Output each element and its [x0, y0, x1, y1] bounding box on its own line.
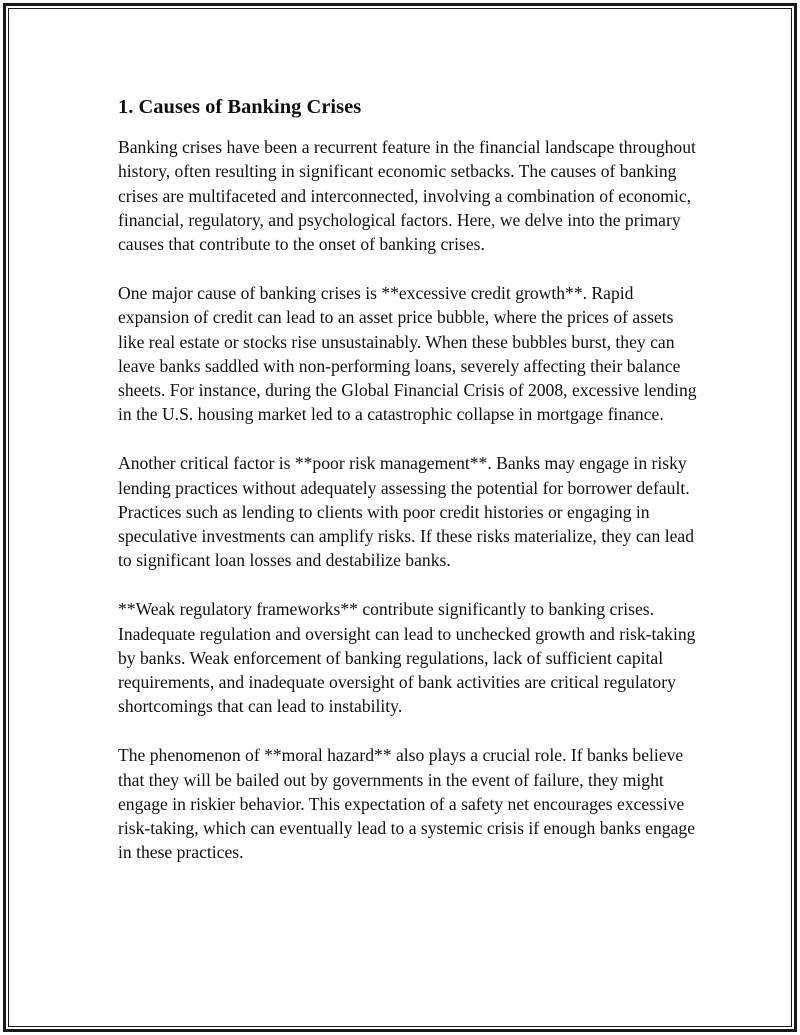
paragraph-risk-management: Another critical factor is **poor risk management**. Banks may engage in risky lending practices without adequately assessing the potential for borrower default. Practices such as lending to clients with poor credit histories or engaging in speculative investments can amplify risks. If these risks materialize, they can lead to significant loan losses and destabilize banks.	[118, 453, 694, 571]
paragraph-regulatory-frameworks: **Weak regulatory frameworks** contribute significantly to banking crises. Inadequate regulation and oversight can lead to unchecked growth and risk-taking by banks. Weak enforcement of banking regulations, lack of sufficient capital requirements, and inadequate oversight of bank activities are critical regulatory shortcomings that can lead to instability.	[118, 599, 696, 717]
paragraph-intro: Banking crises have been a recurrent feature in the financial landscape throughout history, often resulting in significant economic setbacks. The causes of banking crises are multifaceted and interconnected, involving a combination of economic, financial, regulatory, and psychological factors. Here, we delve into the primary causes that contribute to the onset of banking crises.	[118, 137, 696, 255]
paragraph-moral-hazard: The phenomenon of **moral hazard** also plays a crucial role. If banks believe that they will be bailed out by governments in the event of failure, they might engage in riskier behavior. This expectation of a safety net encourages excessive risk-taking, which can eventually lead to a systemic crisis if enough banks engage in these practices.	[118, 745, 696, 863]
paragraph-credit-growth: One major cause of banking crises is **excessive credit growth**. Rapid expansion of credit can lead to an asset price bubble, where the prices of assets like real estate or stocks rise unsustainably. When these bubbles burst, they can leave banks saddled with non-performing loans, severely affecting their balance sheets. For instance, during the Global Financial Crisis of 2008, excessive lending in the U.S. housing market led to a catastrophic collapse in mortgage finance.	[118, 282, 697, 425]
document-body	[118, 93, 698, 889]
section-heading: 1. Causes of Banking Crises	[118, 96, 362, 118]
